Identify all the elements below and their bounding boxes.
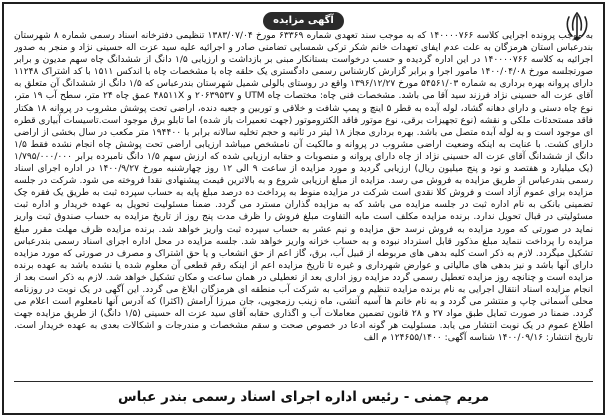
divider [14,381,593,382]
auction-notice [2,2,605,415]
notice-title: آگهی مزایده [263,12,344,30]
notice-title-bar [4,8,603,28]
notice-body: به موجب پرونده اجرایی کلاسه ۱۴۰۰۰۰۷۶۶ که به موجب سند تعهدی شماره ۶۳۳۶۹ مورخ ۱۳۸۳/۰۷/۰۴ تنظیمی دفترخانه اسناد رسمی شماره ۸ شهرستان بندرعباس استان هرمزگان به علت عدم ایفای تعهدات خانم شکر ترکی شمسایی تضامنی صادر و اجرائیه علیه سید عزت اله حسینی نژاد و منجر به صدور اجرائیه به کلاسه ۱۴۰۰۰۰۷۶۶ در این اداره گردیده و حسب درخواست بستانکار مبنی بر بازداشت و ارزیابی ۱/۵ دانگ از ششدانگ چاه سهم مدیون و برابر صورتجلسه مورخ ۱۴۰۰/۰۴/۰۸ مامور اجرا و برابر گزارش کارشناس رسمی دادگستری یک حلقه چاه با مشخصات چاه با اندکس ۱۵۱۱ با کد اشتراک ۱۱۲۴۸ دارای پروانه بهره برداری به شماره ۵۴۵۶۱/۰۳ مورخ ۱۳۹۶/۱۲/۲۷ واقع در روستای بالولی شمیل شهرستان بندرعباس که ۱/۵ دانگ از ششدانگ آن متعلق به آقای عزت اله حسینی نژاد فرزند سید آقا می باشد. مشخصات فنی چاه: مختصات چاه UTM و ۲۰۶۳۹۵۳۷ و ۴۸۵۱۱X عمق چاه ۲۴ متر، سطح آب ۱۹ متر، نوع چاه دستی و دارای دهانه گشاد، لوله آبده به قطر ۵ اینچ و پمپ شافت و خلاقی و توربین و جعبه دنده، اراضی تحت پوشش مشروب در پروانه ۱۸ هکتار فاقد مستحدثات ملکی و نقشه (نوع تجهیزات برقی، نوع موتور فاقد الکتروموتور (جهت تعمیرات باز شده) اما تابلو برق موجود است.تاسیسات آبیاری قطره ای موجود است و به لوله آبده متصل می باشد. بهره برداری مجاز ۱۸ لیتر در ثانیه و حجم تخلیه سالانه برابر با ۱۹۴۴۰۰ متر مکعب در سال بخشی از اراضی دارای کشت. با عنایت به اینکه وضعیت اراضی مشروب در پروانه و مالکیت آن نامشخص میباشد ارزیابی اراضی تحت پوشش چاه انجام نشده فقط ۱/۵ دانگ از ششدانگ آقای عزت اله حسینی نژاد از چاه دارای پروانه و منصوبات و حقابه ارزیابی شده که ارزش سهم ۱/۵ دانگ نامبرده برابر ۱/۷۹۵/۰۰۰/۰۰۰ (یک میلیارد و هفتصد و نود و پنج میلیون ریال) ارزیابی گردید و مورد مزایده از ساعت ۹ الی ۱۲ روز چهارشنبه مورخ ۱۴۰۰/۹/۲۷ در اداره اجرای اسناد رسمی بندرعباس از طریق مزایده به فروش می رسد. مزایده از مبلغ ارزیابی شروع و به بالاترین قیمت پیشنهادی نقدا فروخته می شود. شرکت در جلسه مزایده برای عموم آزاد است و فروش کلا نقدی است شرکت در مزایده منوط به پرداخت ده درصد مبلغ پایه به حساب سپرده ثبت به طریق یک فقره چک تضمینی بانکی به نام اداره ثبت در جلسه مزایده می باشد که به مزایده گذاران مسترد می گردد. ضمنا مسئولیت تحویل به عهده خریدار و اداره ثبت مسئولیتی در قبال تحویل ندارد. برنده مزایده مکلف است مابه التفاوت مبلغ فروش را ظرف مدت پنج روز از تاریخ مزایده به حساب صندوق ثبت واریز نماید در صورتی که مورد مزایده به فروش نرسد حق مزایده و نیم عشر به حساب سپرده ثبت واریز خواهد شد. برنده مزایده ظرف مهلت مقرر مبلغ مزایده را پرداخت ننماید مبلغ مذکور قابل استرداد نبوده و به حساب خزانه واریز خواهد شد. جلسه مزایده در محل اداره اجرای اسناد رسمی بندرعباس تشکیل میگردد. لازم به ذکر است کلیه بدهی های مربوطه از قبیل آب، برق، گاز اعم از حق انشعاب و یا حق اشتراک و مصرف در صورتی که مورد مزایده دارای آنها باشد و نیز بدهی های مالیاتی و عوارض شهرداری و غیره تا تاریخ مزایده اعم از اینکه رقم قطعی آن معلوم شده یا نشده باشد به عهده برنده مزایده است و چنانچه روز مزایده تعطیل رسمی گردد مزایده روز اداری بعد از تعطیلی در همان ساعت و مکان تشکیل خواهد شد. لازم به ذکر است بعد از انجام مزایده اسناد انتقال اجرایی به نام برنده مزایده تنظیم و مراتب به شرکت آب منطقه ای هرمزگان ابلاغ می گردد. این آگهی در یک نوبت در روزنامه محلی آسمانی چاپ و منتشر می گردد و به نام خانم ها آسیه آتشی، ماه زینب رزمجویی، جان میرزا آرامش (اکثرا) که آدرس آنها نامعلوم است اعلام می گردد. ضمنا در صورت تمایل طبق مواد ۲۷ و ۲۸ قانون تضمین معاملات آب و اگذاری حقابه آقای سید عزت اله حسینی (۱/۵ دانگ) از طریق مزایده جهت اطلاع عموم در یک نوبت انتشار می یابد. مسئولیت هر گونه ادعا در خصوص صحت و سقم مشخصات و مندرجات و اشکالات بعدی به عهده خریدار است. تاریخ انتشار: ۱۴۰۰/۰۹/۱۶ شناسه آگهی: ۱۲۴۶۵۵/۱۴۰۰ م الف [14,31,593,344]
notice-signature: مریم چمنی - رئیس اداره اجرای اسناد رسمی بندر عباس [117,389,490,405]
